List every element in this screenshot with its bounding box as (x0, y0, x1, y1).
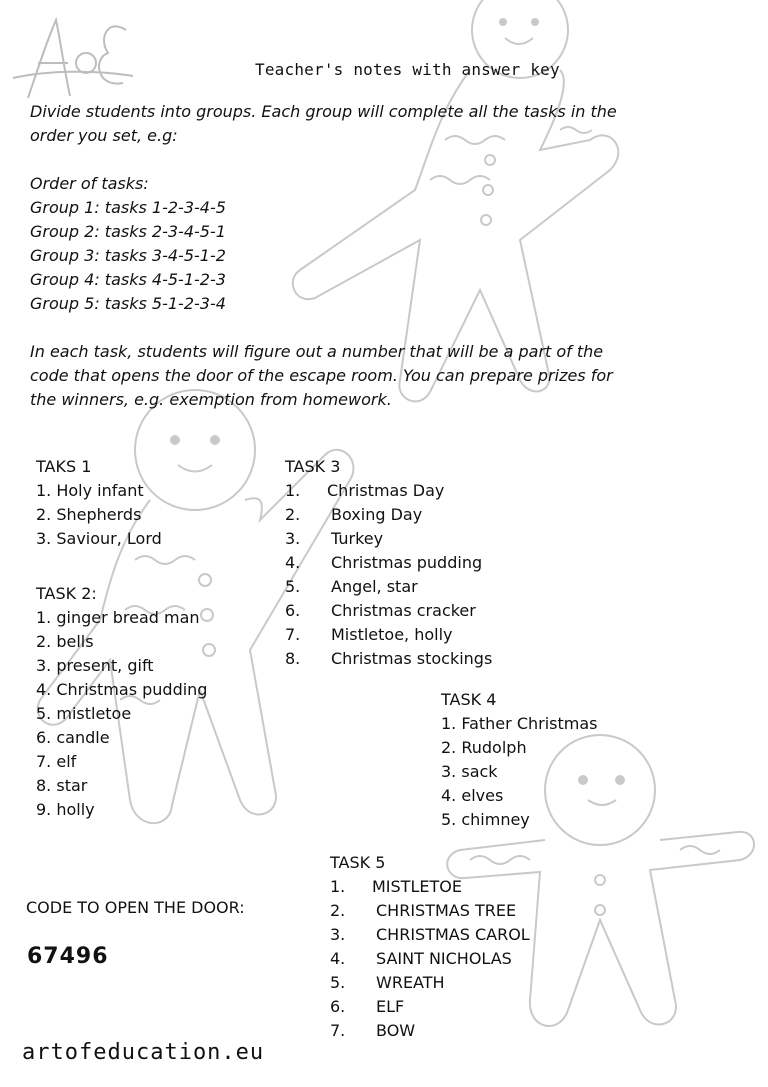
item-text: Boxing Day (331, 505, 423, 524)
code-label: CODE TO OPEN THE DOOR: (26, 898, 245, 917)
list-item: 1. Father Christmas (441, 714, 598, 733)
item-text: Christmas cracker (331, 601, 476, 620)
list-item: 2. bells (36, 632, 94, 651)
task1-heading: TAKS 1 (36, 457, 92, 476)
list-item: 1. ginger bread man (36, 608, 200, 627)
list-item (285, 551, 492, 575)
list-item: 6. candle (36, 728, 110, 747)
order-heading: Order of tasks: (30, 174, 149, 193)
list-item (285, 647, 492, 671)
code-value: 67496 (27, 944, 109, 969)
list-item (330, 947, 530, 971)
list-item (330, 875, 530, 899)
item-number: 1. (330, 877, 346, 896)
task4-block (441, 688, 597, 832)
item-text: BOW (376, 1021, 416, 1040)
group-line: Group 3: tasks 3-4-5-1-2 (30, 246, 226, 265)
list-item (285, 575, 492, 599)
item-text: Christmas stockings (331, 649, 493, 668)
group-line: Group 5: tasks 5-1-2-3-4 (30, 294, 226, 313)
instructions-paragraph: In each task, students will figure out a number that will be a part of the code that opens the door of the escape room. You can prepare prizes for the winners, e.g. exemption from homework. (30, 342, 613, 409)
list-item (285, 599, 492, 623)
task1-block (36, 455, 162, 551)
list-item: 1. Holy infant (36, 481, 144, 500)
list-item (330, 995, 530, 1019)
item-number: 2. (285, 505, 301, 524)
group-line: Group 4: tasks 4-5-1-2-3 (30, 270, 226, 289)
task3-heading: TASK 3 (285, 457, 341, 476)
list-item: 7. elf (36, 752, 77, 771)
task2-heading: TASK 2: (36, 584, 97, 603)
item-number: 6. (285, 601, 301, 620)
list-item (330, 971, 530, 995)
group-line: Group 1: tasks 1-2-3-4-5 (30, 198, 226, 217)
item-number: 5. (285, 577, 301, 596)
list-item: 9. holly (36, 800, 95, 819)
list-item: 5. mistletoe (36, 704, 132, 723)
list-item (330, 923, 530, 947)
list-item: 3. Saviour, Lord (36, 529, 162, 548)
item-text: CHRISTMAS TREE (376, 901, 517, 920)
item-text: SAINT NICHOLAS (376, 949, 512, 968)
list-item (285, 503, 492, 527)
intro-section (30, 100, 650, 412)
item-number: 3. (285, 529, 301, 548)
item-text: CHRISTMAS CAROL (376, 925, 530, 944)
list-item (285, 623, 492, 647)
item-number: 6. (330, 997, 346, 1016)
list-item: 3. present, gift (36, 656, 154, 675)
list-item: 5. chimney (441, 810, 530, 829)
page-title: Teacher's notes with answer key (255, 60, 560, 79)
intro-paragraph: Divide students into groups. Each group will complete all the tasks in the order you set, e.g: (30, 102, 617, 145)
item-number: 2. (330, 901, 346, 920)
list-item (330, 899, 530, 923)
list-item: 2. Rudolph (441, 738, 527, 757)
group-line: Group 2: tasks 2-3-4-5-1 (30, 222, 226, 241)
list-item: 3. sack (441, 762, 498, 781)
item-number: 8. (285, 649, 301, 668)
list-item: 4. elves (441, 786, 504, 805)
aoe-logo (8, 8, 138, 108)
item-text: Mistletoe, holly (331, 625, 453, 644)
task2-block (36, 582, 207, 822)
item-text: MISTLETOE (372, 877, 462, 896)
item-text: ELF (376, 997, 405, 1016)
item-text: Christmas pudding (331, 553, 483, 572)
item-text: WREATH (376, 973, 445, 992)
item-text: Angel, star (331, 577, 418, 596)
list-item: 2. Shepherds (36, 505, 142, 524)
task5-block (330, 851, 530, 1043)
task3-block (285, 455, 492, 671)
item-number: 4. (330, 949, 346, 968)
item-number: 7. (285, 625, 301, 644)
footer-site: artofeducation.eu (22, 1040, 265, 1065)
list-item: 4. Christmas pudding (36, 680, 208, 699)
list-item (285, 479, 492, 503)
item-number: 1. (285, 481, 301, 500)
list-item (285, 527, 492, 551)
list-item: 8. star (36, 776, 88, 795)
task4-heading: TASK 4 (441, 690, 497, 709)
list-item (330, 1019, 530, 1043)
item-number: 7. (330, 1021, 346, 1040)
item-text: Turkey (331, 529, 384, 548)
item-number: 5. (330, 973, 346, 992)
task5-heading: TASK 5 (330, 853, 386, 872)
item-text: Christmas Day (327, 481, 445, 500)
item-number: 4. (285, 553, 301, 572)
item-number: 3. (330, 925, 346, 944)
